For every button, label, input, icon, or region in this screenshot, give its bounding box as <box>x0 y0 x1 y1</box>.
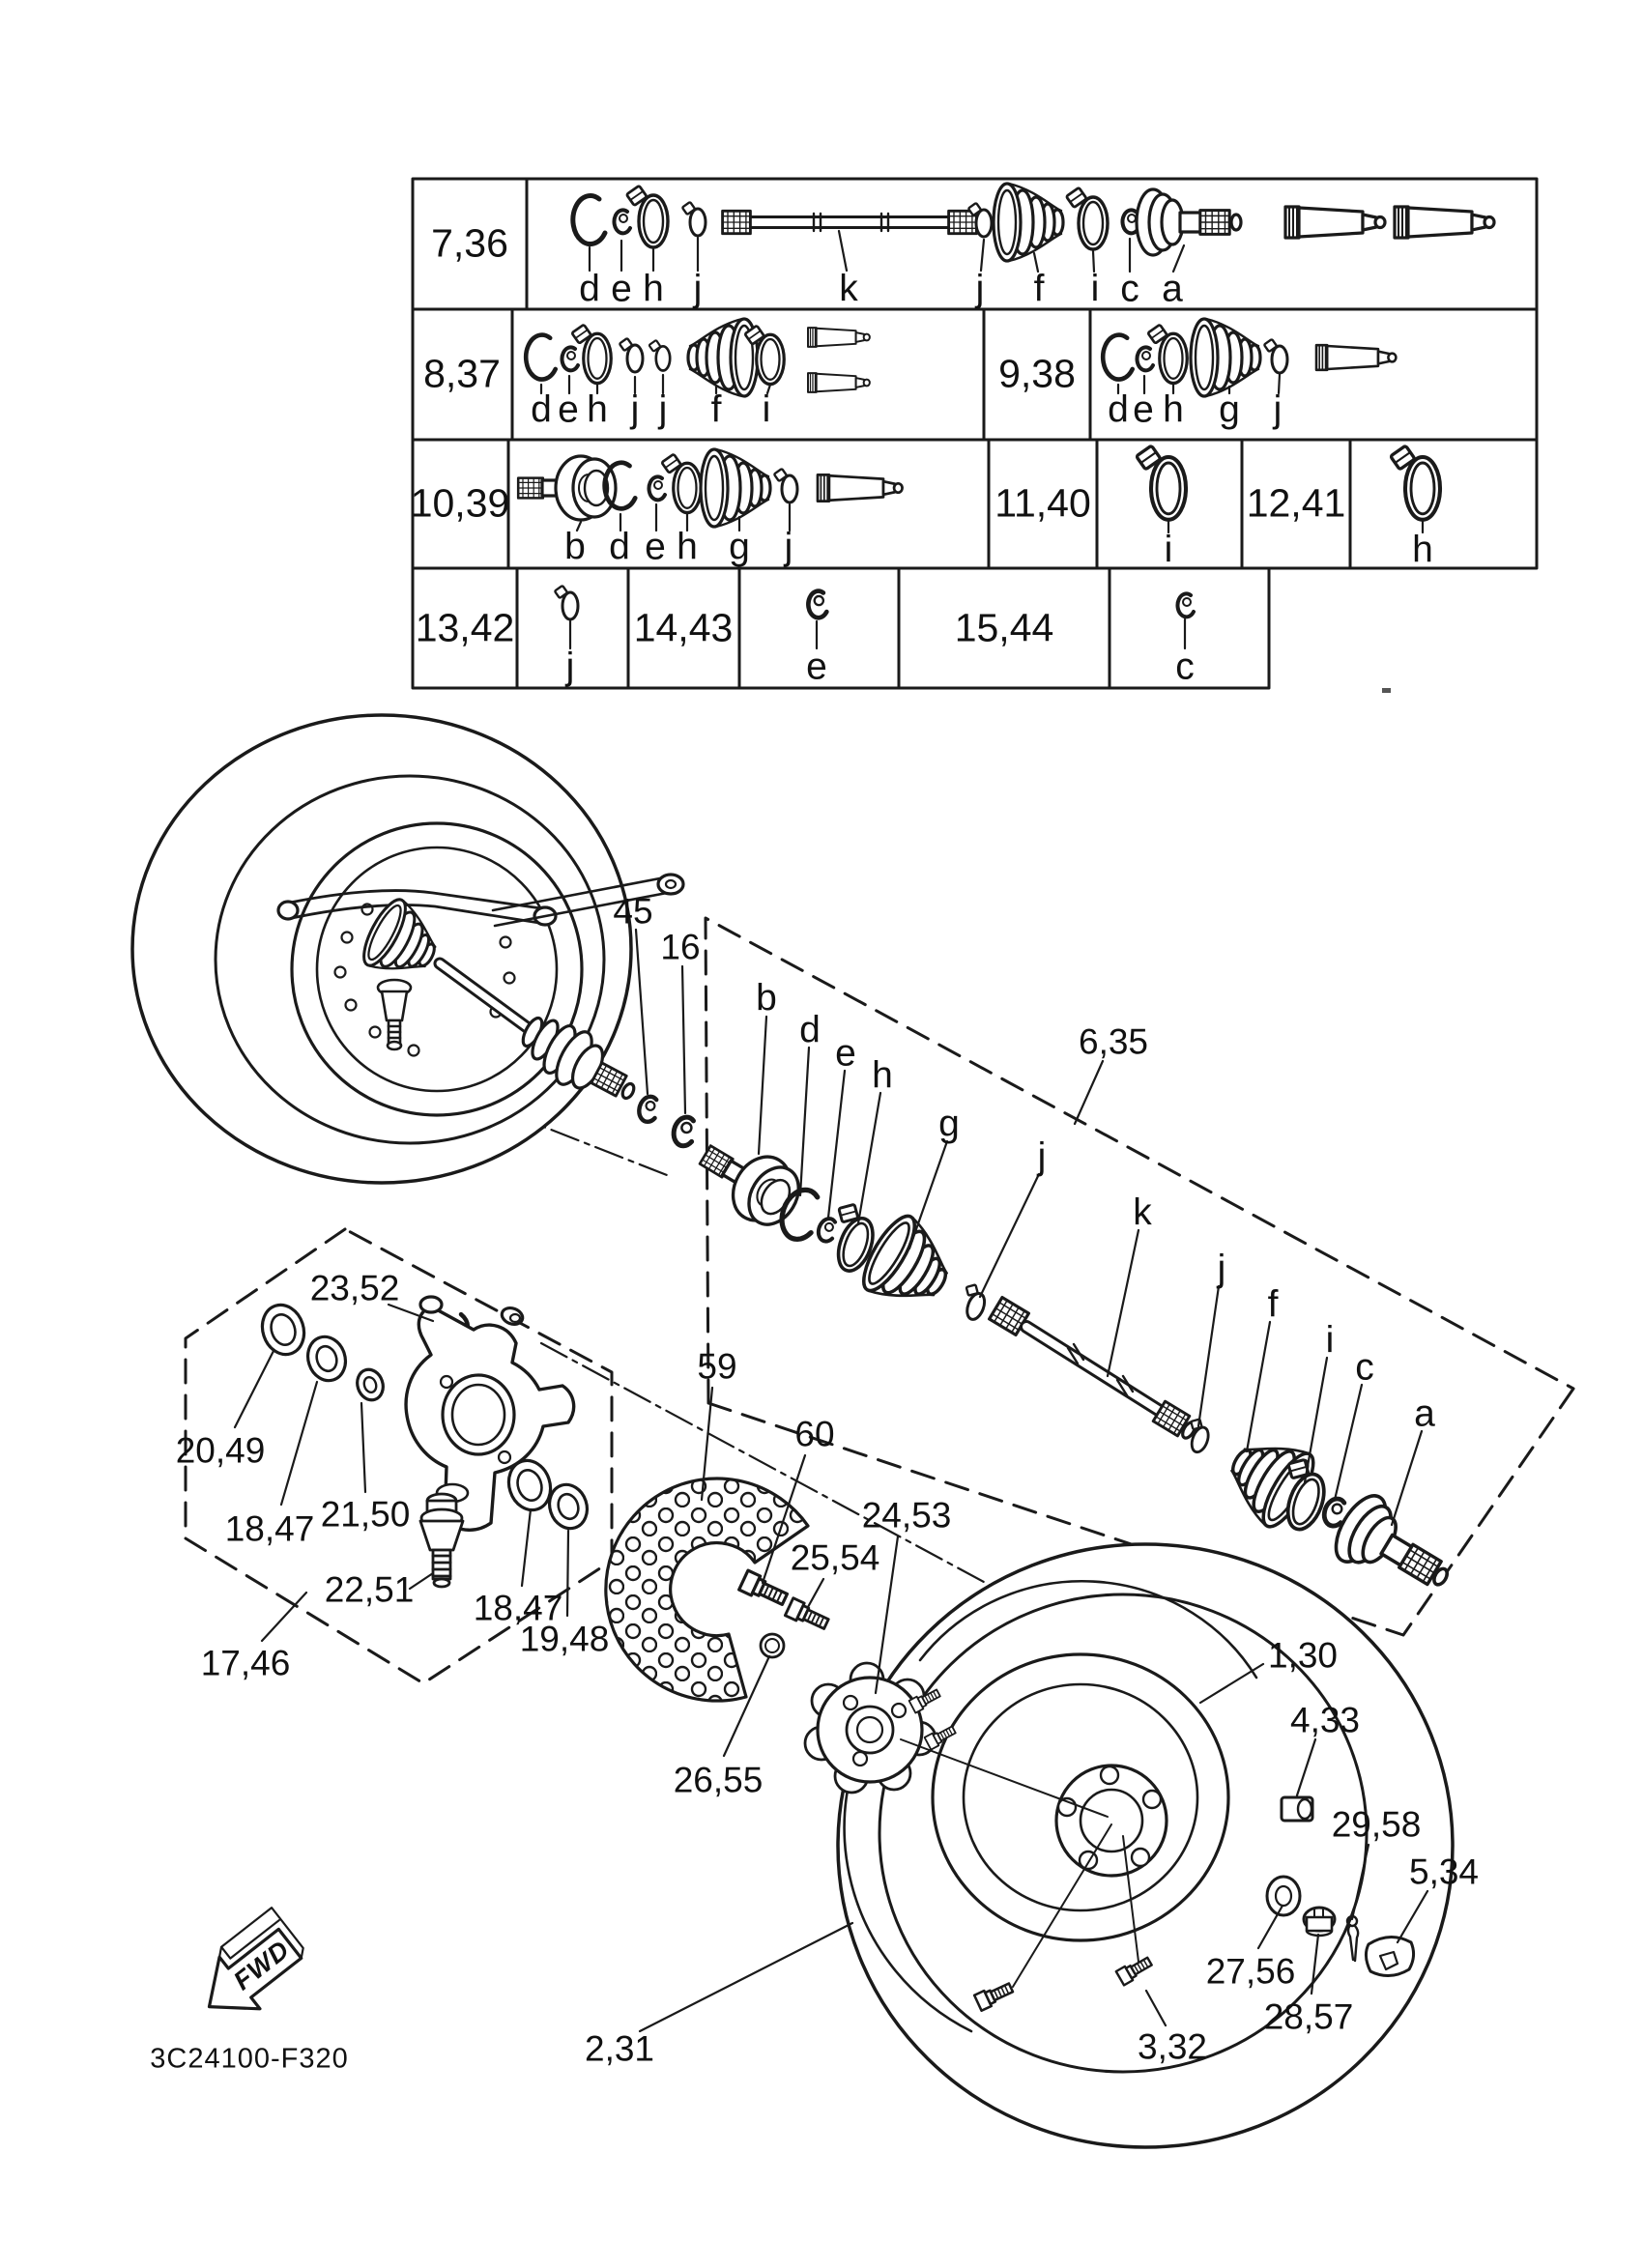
part-number-callout: 3,32 <box>1137 2026 1208 2067</box>
table-ref-label: 7,36 <box>431 220 508 266</box>
part-letter-callout: j <box>1273 388 1283 431</box>
wheel-and-tire-exploded <box>838 1544 1453 2147</box>
table-ref-label: 15,44 <box>954 605 1054 650</box>
parts-table-grid <box>410 179 1537 688</box>
part-letter-callout: g <box>729 526 750 568</box>
circlip-16 <box>671 1115 698 1148</box>
cap-5-34 <box>1366 1937 1413 1975</box>
part-letter-callout: a <box>1414 1392 1435 1435</box>
front-wheel-assembled <box>132 715 701 1183</box>
part-letter-callout: j <box>1217 1248 1226 1290</box>
table-ref-label: 8,37 <box>423 351 501 396</box>
part-letter-callout: e <box>558 388 579 431</box>
part-letter-callout: i <box>1090 268 1100 310</box>
part-letter-callout: i <box>762 388 771 431</box>
part-letter-callout: f <box>1033 268 1045 310</box>
part-number-callout: 17,46 <box>200 1643 291 1683</box>
part-letter-callout: k <box>1133 1191 1152 1234</box>
part-number-callout: 6,35 <box>1078 1021 1149 1062</box>
part-number-callout: 2,31 <box>584 2028 655 2069</box>
table-row-9-38-parts <box>1103 319 1396 396</box>
part-letter-callout: d <box>579 268 600 310</box>
part-letter-callout: h <box>872 1054 893 1097</box>
part-number-callout: 28,57 <box>1263 1996 1354 2037</box>
table-ref-label: 9,38 <box>998 351 1076 396</box>
part-letter-callout: f <box>710 388 722 431</box>
part-letter-callout: h <box>1412 529 1433 571</box>
part-letter-callout: e <box>835 1032 856 1075</box>
part-number-callout: 4,33 <box>1289 1700 1361 1740</box>
part-number-callout: 23,52 <box>309 1268 400 1308</box>
drive-shaft-exploded <box>688 1126 1464 1611</box>
part-letter-callout: j <box>693 268 703 310</box>
steering-knuckle-group <box>256 1297 830 1701</box>
part-number-callout: 29,58 <box>1331 1804 1422 1845</box>
circlip-45 <box>636 1095 659 1124</box>
part-letter-callout: e <box>806 646 827 688</box>
part-letter-callout: i <box>1325 1319 1335 1362</box>
table-ref-label: 14,43 <box>633 605 734 650</box>
fwd-label: FWD <box>228 1934 296 1996</box>
part-letter-callout: h <box>1163 388 1184 431</box>
table-row-7-36-parts <box>573 184 1494 272</box>
part-letter-callout: j <box>658 388 668 431</box>
part-letter-callout: d <box>1108 388 1129 431</box>
drawing-number: 3C24100-F320 <box>150 2043 349 2075</box>
part-number-callout: 1,30 <box>1267 1635 1339 1676</box>
part-letter-callout: j <box>630 388 640 431</box>
part-letter-callout: j <box>784 526 793 568</box>
part-letter-callout: i <box>1164 529 1173 571</box>
part-letter-callout: d <box>609 526 630 568</box>
part-letter-callout: e <box>611 268 632 310</box>
nut-4-33 <box>1282 1797 1312 1821</box>
part-letter-callout: c <box>1175 646 1195 688</box>
part-number-callout: 18,47 <box>473 1588 563 1628</box>
part-letter-callout: b <box>564 526 586 568</box>
part-letter-callout: j <box>1037 1135 1047 1178</box>
part-letter-callout: k <box>839 268 858 310</box>
part-number-callout: 59 <box>697 1346 737 1387</box>
part-letter-callout: c <box>1355 1346 1374 1389</box>
part-letter-callout: c <box>1120 268 1139 310</box>
part-number-callout: 24,53 <box>861 1495 952 1536</box>
table-ref-label: 12,41 <box>1246 480 1346 526</box>
part-number-callout: 20,49 <box>175 1430 266 1471</box>
part-letter-callout: e <box>645 526 666 568</box>
part-number-callout: 22,51 <box>324 1569 415 1610</box>
part-letter-callout: h <box>677 526 698 568</box>
table-rows-11-40-12-41-parts <box>1137 445 1440 532</box>
table-ref-label: 10,39 <box>410 480 510 526</box>
table-row-8-37-parts <box>526 319 870 396</box>
bolt-25-54 <box>785 1598 830 1633</box>
ball-joint-22-51 <box>420 1494 463 1587</box>
part-letter-callout: g <box>1219 388 1240 431</box>
table-ref-label: 13,42 <box>415 605 515 650</box>
part-number-callout: 25,54 <box>790 1537 880 1578</box>
part-letter-callout: h <box>587 388 608 431</box>
table-row-13-15-parts <box>555 586 1194 648</box>
part-letter-callout: a <box>1162 268 1183 310</box>
group-outline-17-46 <box>186 1229 612 1683</box>
part-number-callout: 19,48 <box>519 1619 610 1659</box>
part-number-callout: 5,34 <box>1408 1852 1480 1892</box>
o-ring-26-55 <box>761 1634 784 1657</box>
part-number-callout: 27,56 <box>1205 1951 1296 1992</box>
part-number-callout: 21,50 <box>320 1494 411 1535</box>
part-number-callout: 26,55 <box>673 1760 764 1800</box>
part-letter-callout: b <box>756 977 777 1019</box>
part-number-callout: 45 <box>613 891 653 932</box>
part-number-callout: 60 <box>794 1414 835 1454</box>
part-letter-callout: f <box>1267 1283 1279 1326</box>
part-letter-callout: d <box>531 388 552 431</box>
part-letter-callout: j <box>975 268 985 310</box>
group-outline-6-35 <box>706 918 1573 1635</box>
part-letter-callout: j <box>565 646 575 688</box>
table-row-10-39-parts <box>518 449 902 531</box>
part-letter-callout: g <box>938 1103 960 1145</box>
part-letter-callout: h <box>643 268 664 310</box>
stray-print-mark <box>1382 688 1391 693</box>
castle-nut-28-57 <box>1304 1908 1335 1936</box>
part-number-callout: 16 <box>660 927 701 967</box>
table-ref-label: 11,40 <box>994 480 1091 526</box>
part-letter-callout: e <box>1133 388 1154 431</box>
part-number-callout: 18,47 <box>224 1508 315 1549</box>
part-letter-callout: d <box>799 1009 821 1051</box>
